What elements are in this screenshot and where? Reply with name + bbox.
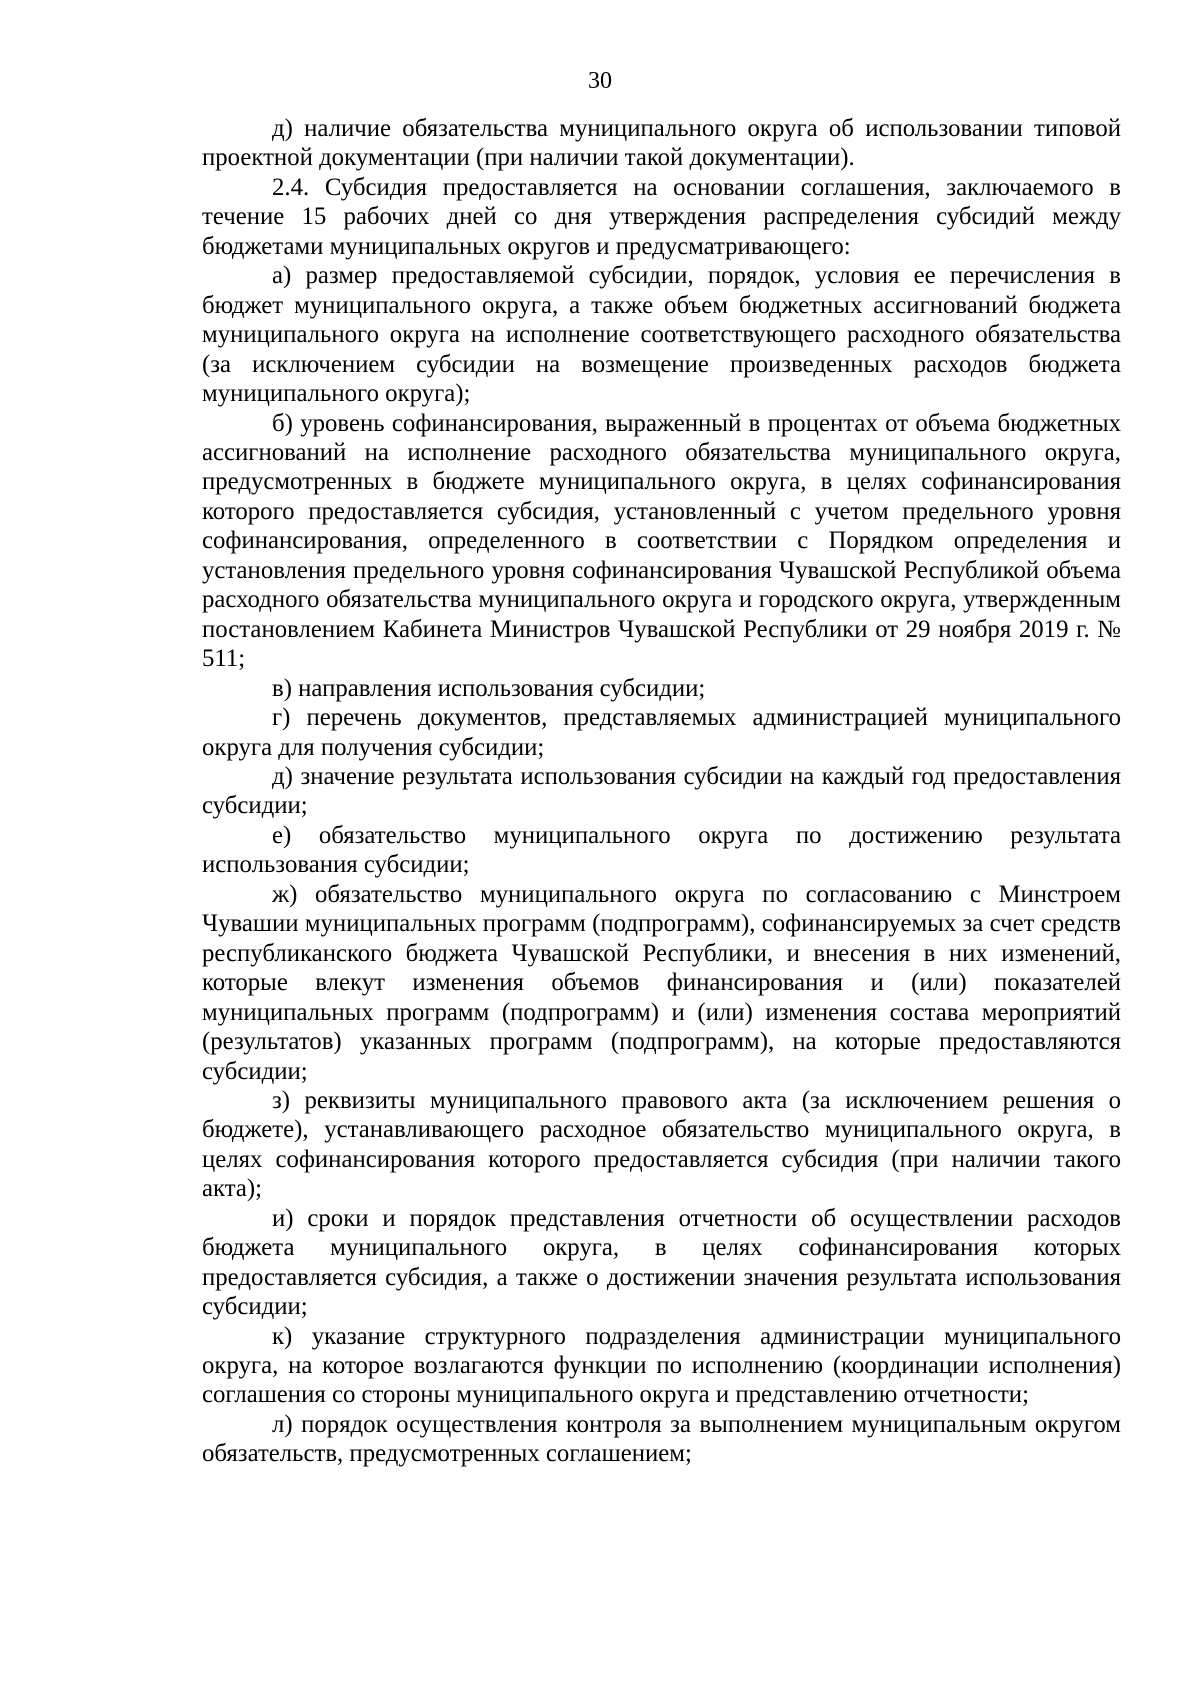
paragraph-z-legal-act-details: з) реквизиты муниципального правового акта (за исключением решения о бюджете), устанавливающего расходное обязательство муниципального округа, в целях софинансирования которого предоставляется субсидия (при наличии такого акта); [202,1086,1121,1203]
paragraph-e-result-obligation: е) обязательство муниципального округа по достижению результата использования субсидии; [202,821,1121,879]
paragraph-k-responsible-unit: к) указание структурного подразделения администрации муниципального округа, на которое возлагаются функции по исполнению (координации исполнения) соглашения со стороны муниципального округа и представлению отчетности; [202,1322,1121,1409]
paragraph-d-typical-docs: д) наличие обязательства муниципального округа об использовании типовой проектной документации (при наличии такой документации). [202,115,1121,172]
paragraph-d-result-value: д) значение результата использования субсидии на каждый год предоставления субсидии; [202,762,1121,820]
paragraph-i-reporting-terms: и) сроки и порядок представления отчетности об осуществлении расходов бюджета муниципального округа, в целях софинансирования которых предоставляется субсидия, а также о достижении значения результата использования субсидии; [202,1204,1121,1321]
paragraph-v-usage-directions: в) направления использования субсидии; [272,674,706,702]
document-body [202,114,1121,1469]
paragraph-g-documents-list: г) перечень документов, представляемых администрацией муниципального округа для получения субсидии; [202,704,1121,761]
page-number: 30 [588,68,612,94]
paragraph-2-4-agreement: 2.4. Субсидия предоставляется на основании соглашения, заключаемого в течение 15 рабочих дней со дня утверждения распределения субсидий между бюджетами муниципальных округов и предусматривающего: [202,173,1121,260]
paragraph-b-cofinancing-level: б) уровень софинансирования, выраженный в процентах от объема бюджетных ассигнований на исполнение расходного обязательства муниципального округа, предусмотренных в бюджете муниципального округа, в целях софинансирования которого предоставляется субсидия, установленный с учетом предельного уровня софинансирования, определенного в соответствии с Порядком определения и установления предельного уровня софинансирования Чувашской Республикой объема расходного обязательства муниципального округа и городского округа, утвержденным постановлением Кабинета Министров Чувашской Республики от 29 ноября 2019 г. № 511; [202,409,1121,673]
paragraph-zh-program-approval: ж) обязательство муниципального округа по согласованию с Минстроем Чувашии муниципальных программ (подпрограмм), софинансируемых за счет средств республиканского бюджета Чувашской Республики, и внесения в них изменений, которые влекут изменения объемов финансирования и (или) показателей муниципальных программ (подпрограмм) и (или) изменения состава мероприятий (результатов) указанных программ (подпрограмм), на которые предоставляются субсидии; [202,880,1121,1085]
paragraph-a-subsidy-size: а) размер предоставляемой субсидии, порядок, условия ее перечисления в бюджет муниципального округа, а также объем бюджетных ассигнований бюджета муниципального округа на исполнение соответствующего расходного обязательства (за исключением субсидии на возмещение произведенных расходов бюджета муниципального округа); [202,262,1121,408]
paragraph-l-control-procedure: л) порядок осуществления контроля за выполнением муниципальным округом обязательств, предусмотренных соглашением; [202,1410,1121,1468]
